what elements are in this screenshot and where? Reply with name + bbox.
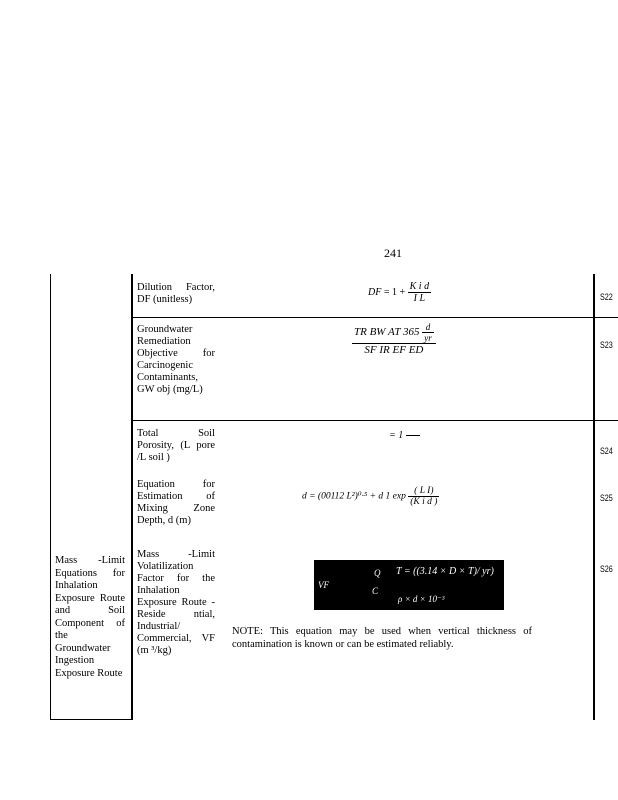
formula-denominator: I L xyxy=(413,293,426,304)
formula-gw-objective xyxy=(352,322,436,356)
formula-numerator: K i d xyxy=(409,281,430,292)
formula-mixing-depth xyxy=(302,486,439,507)
formula-glyph: T = ((3.14 × D × T)/ yr) xyxy=(396,566,494,577)
formula-numerator xyxy=(352,322,436,344)
row-divider-1 xyxy=(131,317,618,318)
formula-lhs: DF xyxy=(368,286,382,298)
formula-glyph: VF xyxy=(318,580,329,590)
formula-numerator xyxy=(406,435,420,436)
row-label-volatilization: Mass -Limit Volatilization Factor for the Inhalation Exposure Route -Reside ntial, Industrial/ Commercial, VF (m ³/kg) xyxy=(137,549,215,656)
formula-eq: = 1 + xyxy=(383,286,406,298)
formula-image-volatilization xyxy=(314,560,504,610)
table-border-left xyxy=(50,274,51,720)
note-text: NOTE: This equation may be used when vertical thickness of contamination is known or can be estimated reliably. xyxy=(232,626,532,650)
formula-numerator: ( L I) xyxy=(408,486,439,497)
eq-number-s24: S24 xyxy=(600,446,613,456)
table-divider-right xyxy=(593,274,595,720)
eq-number-s22: S22 xyxy=(600,292,613,302)
formula-glyph: Q xyxy=(374,568,381,578)
eq-number-s25: S25 xyxy=(600,493,613,503)
formula-fraction xyxy=(408,281,431,304)
row-label-gw-objective: Groundwater Remediation Objective for Carcinogenic Contaminants, GW obj (mg/L) xyxy=(137,324,215,395)
eq-number-s23: S23 xyxy=(600,340,613,350)
row-label-dilution-factor: Dilution Factor, DF (unitless) xyxy=(137,282,215,305)
inner-numerator: d xyxy=(422,322,434,333)
group-label: Mass -Limit Equations for Inhalation Exposure Route and Soil Component of the Groundwater Ingestion Exposure Route xyxy=(55,555,125,679)
formula-denominator: SF IR EF ED xyxy=(364,344,424,356)
numerator-text: TR BW AT 365 xyxy=(354,326,420,339)
formula-porosity xyxy=(389,430,420,441)
formula-fraction xyxy=(352,322,436,356)
inner-denominator: yr xyxy=(424,333,432,343)
table-divider-1 xyxy=(131,274,133,720)
formula-fraction xyxy=(406,435,420,436)
inner-fraction xyxy=(422,322,434,343)
row-label-mixing-depth: Equation for Estimation of Mixing Zone Depth, d (m) xyxy=(137,479,215,526)
eq-number-s26: S26 xyxy=(600,564,613,574)
page-number: 241 xyxy=(384,246,402,260)
formula-fraction xyxy=(408,486,439,507)
formula-denominator: (K i d ) xyxy=(410,497,438,507)
row-label-total-porosity: Total Soil Porosity, (L pore /L soil ) xyxy=(137,428,215,463)
formula-text: d = (00112 L²)⁰·⁵ + d 1 exp xyxy=(302,491,406,502)
formula-eq: = 1 xyxy=(389,430,406,441)
formula-dilution-factor xyxy=(368,281,431,304)
formula-glyph: C xyxy=(372,586,379,596)
formula-glyph: ρ × d × 10⁻³ xyxy=(398,594,445,604)
row-divider-2 xyxy=(131,420,618,421)
table-border-bottom xyxy=(50,719,133,720)
